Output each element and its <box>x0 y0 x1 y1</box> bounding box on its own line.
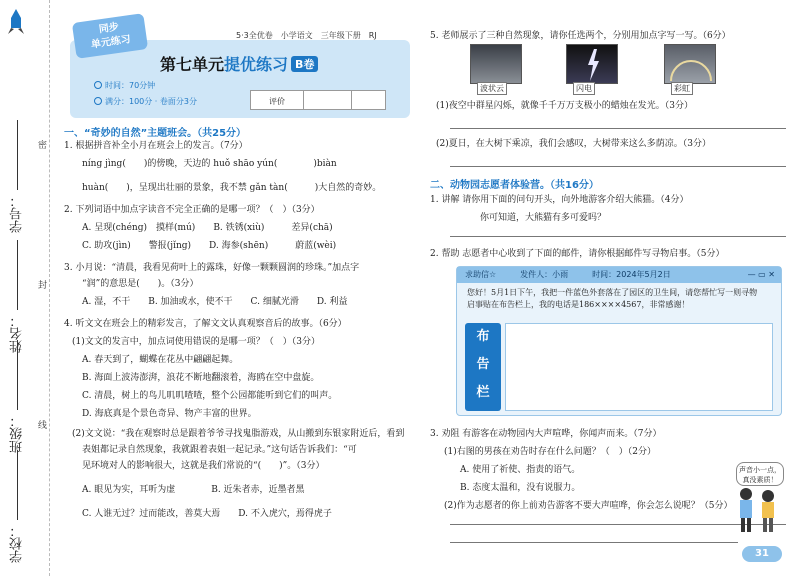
check-icon <box>94 97 102 105</box>
question-1-prompt: 你可知道，大熊猫有多可爱吗？ <box>480 213 607 223</box>
cut-mark: 密 <box>36 140 46 149</box>
right-page <box>430 0 792 576</box>
question-5-1: (1)夜空中群星闪烁，就像千千万万支极小的蜡烛在发光。（3分） <box>436 101 693 111</box>
clock-icon <box>94 81 102 89</box>
question-4-line: 见环境对人的影响很大，这就是我们常说的“( )”。（3分） <box>82 461 325 471</box>
question-3-1: (1)右图的男孩在劝告时存在什么问题？（ ）（2分） <box>444 447 656 457</box>
left-page <box>56 0 416 576</box>
series-header: 5·3全优卷 小学语文 三年级下册 RJ <box>236 31 377 40</box>
question-2: 2. 帮助 志愿者中心收到了下面的邮件，请你根据邮件写寻物启事。（5分） <box>430 249 725 259</box>
question-1-line: huàn( )，呈现出壮丽的景象，我不禁 gǎn tàn( )大自然的奇妙。 <box>82 183 382 193</box>
section-heading: 二、动物园志愿者体验营。（共16分） <box>430 180 599 191</box>
question-4: 4. 听文文在班会上的精彩发言，了解文文认真观察音后的故事。（6分） <box>64 319 347 329</box>
student-id-field[interactable]: 学号： <box>8 120 27 233</box>
window-controls[interactable]: — ▭ ✕ <box>747 270 775 279</box>
page-number: 31 <box>742 546 782 562</box>
answer-line[interactable] <box>450 236 786 237</box>
speech-bubble: 声音小一点，真没素质！ <box>736 462 784 486</box>
option-row: C. 清晨，树上的鸟儿叽叽喳喳，整个公园都能听到它们的叫声。 <box>82 391 338 401</box>
question-4-line: 表姐都记录自然现象，我就跟着表姐一起记录。”这句话告诉我们：“可 <box>82 445 357 455</box>
email-window <box>456 266 782 416</box>
score-box[interactable]: 评价 <box>250 90 386 110</box>
question-1: 1. 讲解 请你用下面的问句开头，向外地游客介绍大熊猫。（4分） <box>430 195 689 205</box>
lightning-image: 闪电 <box>566 44 618 84</box>
question-1-line: níng jìng( )的傍晚，天边的 huǒ shāo yún( )biàn <box>82 159 337 169</box>
binding-gutter <box>0 0 50 576</box>
bulletin-answer-area[interactable] <box>505 323 773 411</box>
option-row: B. 态度太温和，没有说服力。 <box>460 483 581 493</box>
school-field[interactable]: 学校： <box>8 450 27 563</box>
question-4-sub: (2)文文说：“我在观察时总是跟着爷爷寻找鬼脂游戏，从山搬到东银家附近后，看到 <box>72 429 405 439</box>
answer-line[interactable] <box>450 542 738 543</box>
email-body: 您好！5月1日下午，我把一件蓝色外套落在了园区的卫生间，请您帮忙写一则寻物启事贴在布告栏上，我的电话是186××××4567，非常感谢！ <box>467 288 758 309</box>
name-field[interactable]: 姓名： <box>8 240 27 353</box>
rocket-icon <box>6 8 26 36</box>
cut-mark: 封 <box>36 280 46 289</box>
score-info: 满分：100分 · 卷面分3分 <box>94 96 197 107</box>
time-info: 时间：70分钟 <box>94 80 155 91</box>
section-heading: 一、“奇妙的自然”主题班会。（共25分） <box>64 128 247 139</box>
question-3: 3. 劝阻 有游客在动物园内大声喧哗，你闻声而来。（7分） <box>430 429 662 439</box>
bulletin-label: 布 告 栏 <box>465 323 501 411</box>
question-3-line: “润”的意思是( )。（3分） <box>82 279 199 289</box>
question-5: 5. 老师展示了三种自然现象，请你任选两个，分别用加点字写一写。（6分） <box>430 31 731 41</box>
class-field[interactable]: 班级： <box>8 340 27 453</box>
page-title: 第七单元提优练习 B卷 <box>160 52 318 75</box>
option-row: A. 眼见为实，耳听为虚 B. 近朱者赤，近墨者黑 <box>82 485 305 495</box>
answer-line[interactable] <box>450 166 786 167</box>
question-3-2: (2)作为志愿者的你上前劝告游客不要大声喧哗，你会怎么说呢？（5分） <box>444 501 733 511</box>
option-row: A. 湿，不干 B. 加油或水，使不干 C. 细腻光滑 D. 利益 <box>82 297 348 307</box>
cut-mark: 线 <box>36 420 46 429</box>
option-row: A. 春天到了，蝴蝶在花丛中翩翩起舞。 <box>82 355 239 365</box>
email-title-bar: 求助信☆ 发件人：小雨 时间：2024年5月2日 — ▭ ✕ <box>457 267 781 283</box>
rainbow-image: 彩虹 <box>664 44 716 84</box>
option-row: C. 助攻(jìn) 警报(jǐng) D. 海参(shēn) 蔚蓝(wèi) <box>82 241 337 251</box>
question-4-sub: (1)文文的发言中，加点词使用错误的是哪一项？（ ）（3分） <box>72 337 320 347</box>
cloud-image: 波状云 <box>470 44 522 84</box>
question-2: 2. 下列词语中加点字读音不完全正确的是哪一项？（ ）（3分） <box>64 205 320 215</box>
question-5-2: (2)夏日，在大树下乘凉，我们会感叹，大树带来这么多荫凉。（3分） <box>436 139 711 149</box>
option-row: D. 海底真是个景色奇异、物产丰富的世界。 <box>82 409 257 419</box>
option-row: A. 呈现(chéng) 摸样(mú) B. 铁锈(xiù) 差异(chā) <box>82 223 333 233</box>
option-row: B. 海面上波涛澎湃，浪花不断地翻滚着，海鸥在空中盘旋。 <box>82 373 320 383</box>
children-illustration <box>732 486 782 534</box>
option-row: C. 人谁无过？过而能改，善莫大焉 D. 不入虎穴，焉得虎子 <box>82 509 332 519</box>
question-3: 3. 小月说：“清晨，我看见荷叶上的露珠，好像一颗颗圆润的珍珠。”加点字 <box>64 263 360 273</box>
unit-badge: 同步 单元练习 <box>72 13 148 59</box>
option-row: A. 使用了祈使、指责的语气。 <box>460 465 581 475</box>
answer-line[interactable] <box>450 128 786 129</box>
question-1: 1. 根据拼音补全小月在班会上的发言。（7分） <box>64 141 248 151</box>
